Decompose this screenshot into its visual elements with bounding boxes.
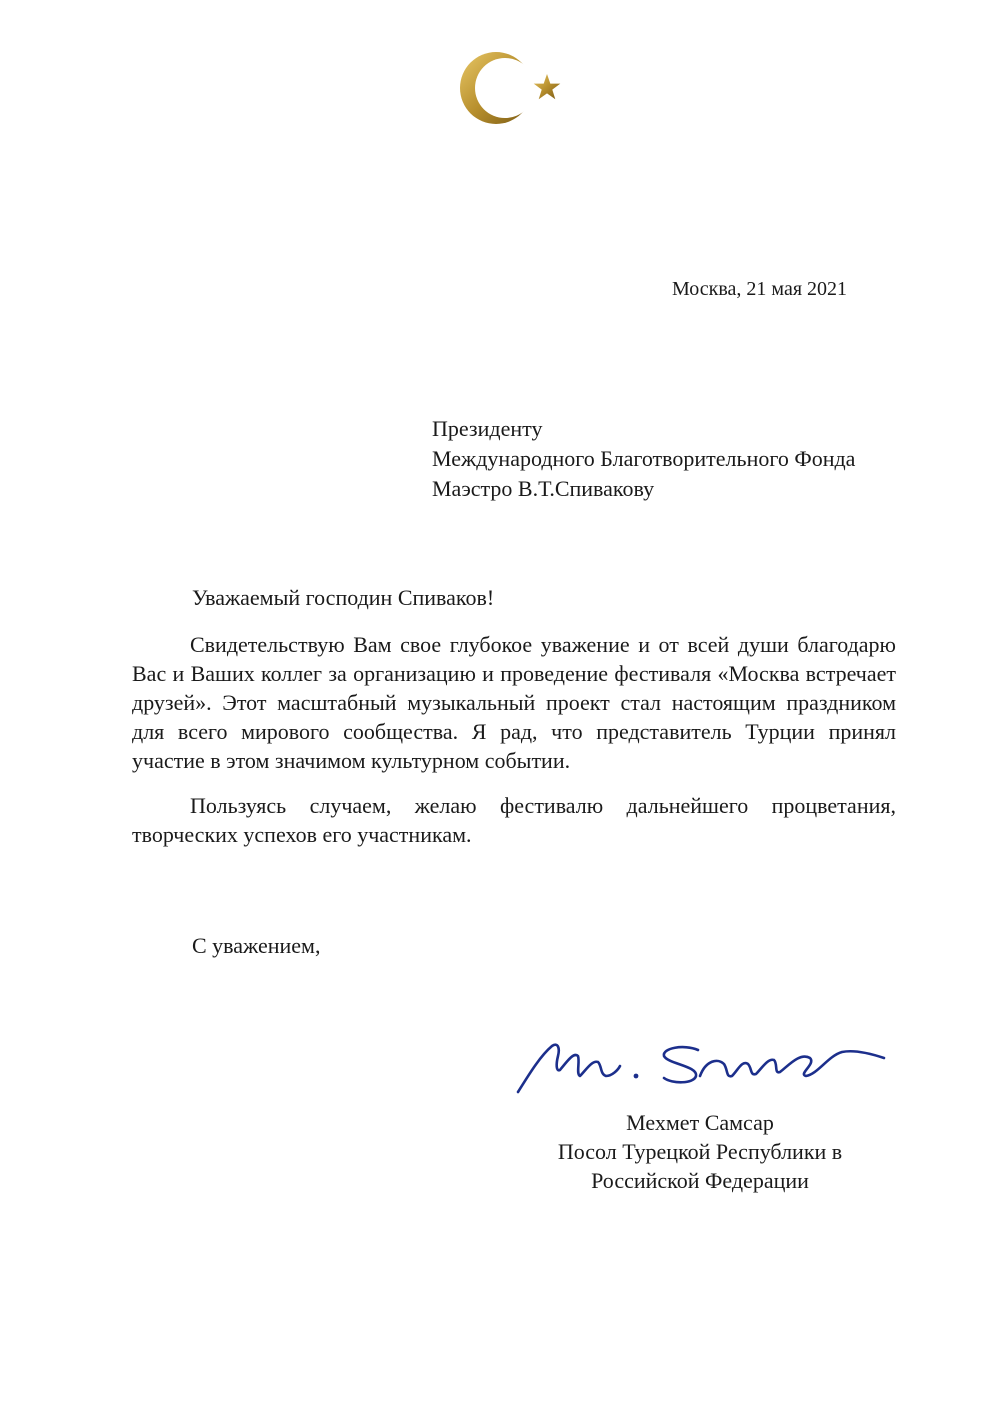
- letter-date: Москва, 21 мая 2021: [672, 278, 848, 300]
- crescent-and-star-emblem-icon: [458, 48, 568, 128]
- addressee-line: Маэстро В.Т.Спивакову: [432, 476, 655, 501]
- salutation: Уважаемый господин Спиваков!: [192, 585, 495, 610]
- handwritten-signature: [512, 1030, 892, 1100]
- addressee-line: Международного Благотворительного Фонда: [432, 446, 856, 471]
- letter-body: [132, 630, 896, 865]
- signatory-title: Посол Турецкой Республики в: [557, 1139, 843, 1164]
- signatory-block: [520, 1108, 880, 1195]
- closing-phrase: С уважением,: [192, 933, 321, 958]
- signatory-title: Российской Федерации: [591, 1168, 809, 1193]
- signatory-name: Мехмет Самсар: [626, 1110, 774, 1135]
- body-paragraph: Пользуясь случаем, желаю фестивалю дальнейшего процветания, творческих успехов его участникам.: [132, 793, 896, 847]
- body-paragraph: Свидетельствую Вам свое глубокое уважение и от всей души благодарю Вас и Ваших коллег за организацию и проведение фестиваля «Москва встречает друзей». Этот масштабный музыкальный проект стал настоящим праздником для всего мирового сообщества. Я рад, что представитель Турции принял участие в этом значимом культурном событии.: [132, 632, 896, 773]
- addressee-block: [432, 414, 855, 504]
- addressee-line: Президенту: [432, 416, 543, 441]
